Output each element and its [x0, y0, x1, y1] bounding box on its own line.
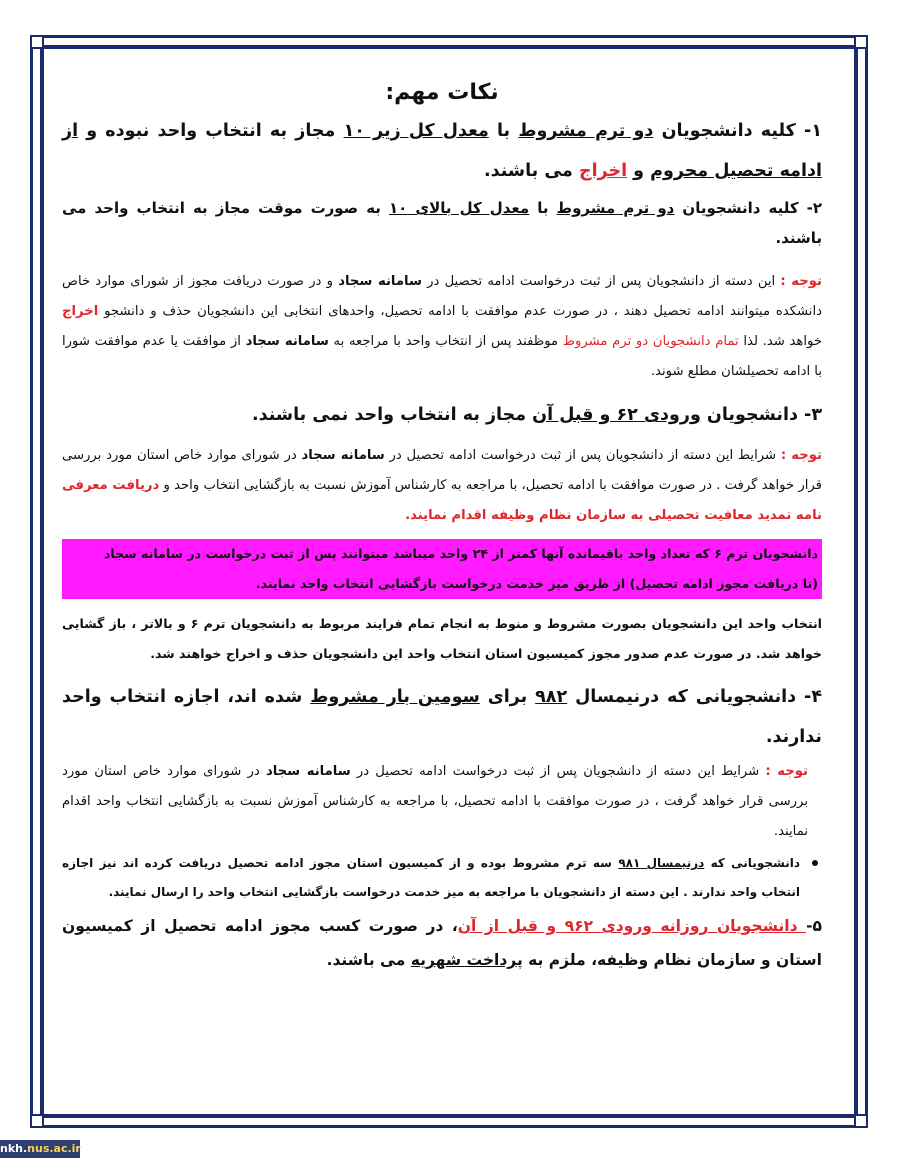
- item-5: [62, 909, 822, 977]
- text: شرایط این دسته از دانشجویان پس از ثبت درخواست ادامه تحصیل در: [350, 764, 766, 779]
- text: می باشند.: [483, 161, 579, 181]
- text: با: [529, 199, 557, 217]
- highlight-red: اخراج: [62, 304, 99, 319]
- bold-text: سامانه سجاد: [301, 448, 385, 463]
- underlined-text: دو ترم مشروط: [518, 121, 654, 141]
- page-title: نکات مهم:: [385, 80, 499, 105]
- bullet-item: [62, 849, 822, 907]
- note-label: توجه :: [780, 274, 822, 289]
- highlight-red: دریافت معرفی نامه تمدید معافیت تحصیلی به سازمان نظام وظیفه اقدام نمایند.: [62, 478, 822, 523]
- item-3: [62, 395, 822, 435]
- note-1: [62, 267, 822, 387]
- text: مجاز به انتخاب واحد نمی باشند.: [252, 405, 533, 425]
- bold-text: سامانه سجاد: [265, 764, 351, 779]
- footer-domain: nus.ac.ir: [27, 1142, 81, 1155]
- highlight-red: اخراج: [578, 161, 628, 181]
- underlined-text: درنیمسال ۹۸۱: [618, 856, 705, 870]
- note-label: توجه :: [765, 764, 808, 779]
- bold-note: انتخاب واحد این دانشجویان بصورت مشروط و منوط به انجام تمام فرایند مربوط به دانشجویان ترم ۶ و بالاتر ، باز گشایی خواهد شد. در صورت عدم صدور مجوز کمیسیون استان انتخاب واحد این دانشجویان حذف و اخراج خواهند شد.: [62, 616, 823, 661]
- underlined-text: دو ترم مشروط: [556, 199, 675, 217]
- note-2: [62, 441, 822, 531]
- highlighted-notice: [62, 539, 822, 599]
- text: سه ترم مشروط بوده و از کمیسیون استان مجوز ادامه تحصیل دریافت کرده اند نیز اجازه انتخاب واحد ندارند . این دسته از دانشجویان با مراجعه به میز خدمت درخواست بازگشایی انتخاب واحد را ارسال نمایند.: [62, 856, 800, 899]
- text: این دسته از دانشجویان پس از ثبت درخواست ادامه تحصیل در: [421, 274, 781, 289]
- item-1: [62, 111, 822, 191]
- text: مجاز به انتخاب واحد نبوده و: [78, 121, 344, 141]
- document-body: [62, 70, 822, 1080]
- corner-ornament: [854, 1114, 868, 1128]
- text: در شورای موارد خاص استان مورد بررسی قرار خواهد گرفت ، در صورت موافقت با ادامه تحصیل، با مراجعه به کارشناس آموزش نسبت به بازگشایی انتخاب واحد اقدام نمایند.: [62, 764, 808, 839]
- bold-text: سامانه سجاد: [338, 274, 422, 289]
- item-2: [62, 193, 822, 253]
- underlined-text: پرداخت شهریه: [410, 951, 523, 969]
- underlined-text: ۹۸۲: [535, 687, 568, 707]
- item-number: ۳-: [804, 405, 822, 425]
- text: به صورت موقت مجاز به انتخاب واحد می باشند.: [62, 199, 822, 247]
- notice-line: (تا دریافت مجوز ادامه تحصیل) از طریق میز خدمت درخواست بازگشایی انتخاب واحد نمایند.: [255, 576, 818, 591]
- text: موظفند پس از انتخاب واحد با مراجعه به: [328, 334, 563, 349]
- underlined-text: معدل کل زیر ۱۰: [343, 121, 489, 141]
- text: دانشجویانی که درنیمسال: [567, 687, 805, 707]
- corner-ornament: [854, 35, 868, 49]
- footer-prefix: nkh.: [0, 1142, 28, 1155]
- text: خواهد شد. لذا: [738, 334, 822, 349]
- text: برای: [479, 687, 536, 707]
- notice-line: دانشجویان ترم ۶ که تعداد واحد باقیمانده آنها کمتر از ۲۴ واحد میباشد میتوانند پس از ثبت درخواست در سامانه سجاد: [103, 546, 818, 561]
- item-number: ۴-: [804, 687, 822, 707]
- note-3: [62, 757, 822, 847]
- text: می باشند.: [326, 951, 411, 969]
- underlined-text: سومین بار مشروط: [310, 687, 480, 707]
- underlined-text: از ادامه تحصیل محروم: [62, 121, 822, 181]
- item-number: ۵-: [806, 917, 822, 935]
- highlight-red: دانشجویان روزانه ورودی ۹۶۲ و قبل از آن: [457, 917, 807, 935]
- text: دانشجویانی که: [704, 856, 800, 870]
- note-label: توجه :: [780, 448, 822, 463]
- text: از موافقت یا عدم موافقت شورا با ادامه تحصیلشان مطلع شوند.: [62, 334, 822, 379]
- bullet-icon: [812, 860, 818, 866]
- text: و: [627, 161, 651, 181]
- corner-ornament: [30, 35, 44, 49]
- site-footer-badge: [0, 1140, 80, 1158]
- item-number: ۲-: [806, 199, 822, 217]
- text: دانشجویان: [700, 405, 805, 425]
- text: در شورای موارد خاص استان مورد بررسی قرار خواهد گرفت . در صورت موافقت با ادامه تحصیل، با مراجعه به کارشناس آموزش نسبت به بازگشایی انتخاب واحد و: [62, 448, 822, 493]
- corner-ornament: [30, 1114, 44, 1128]
- text: کلیه دانشجویان: [653, 121, 805, 141]
- text: کلیه دانشجویان: [674, 199, 807, 217]
- bold-text: سامانه سجاد: [245, 334, 329, 349]
- item-number: ۱-: [804, 121, 822, 141]
- text: ، در صورت کسب مجوز ادامه تحصیل از کمیسیون استان و سازمان نظام وظیفه، ملزم به: [62, 917, 822, 969]
- text: و در صورت دریافت مجوز از شورای موارد خاص دانشکده میتوانند ادامه تحصیل دهند ، در صورت عدم موافقت با ادامه تحصیل، واحدهای انتخابی این دانشجویان حذف و دانشجو: [62, 274, 822, 319]
- text: با: [488, 121, 519, 141]
- underlined-text: معدل کل بالای ۱۰: [389, 199, 530, 217]
- underlined-text: ورودی ۶۲ و قبل آن: [532, 405, 701, 425]
- text: شده اند، اجازه انتخاب واحد ندارند.: [62, 687, 822, 747]
- text: شرایط این دسته از دانشجویان پس از ثبت درخواست ادامه تحصیل در: [384, 448, 781, 463]
- highlight-red: تمام دانشجویان دو ترم مشروط: [562, 334, 739, 349]
- item-4: [62, 677, 822, 757]
